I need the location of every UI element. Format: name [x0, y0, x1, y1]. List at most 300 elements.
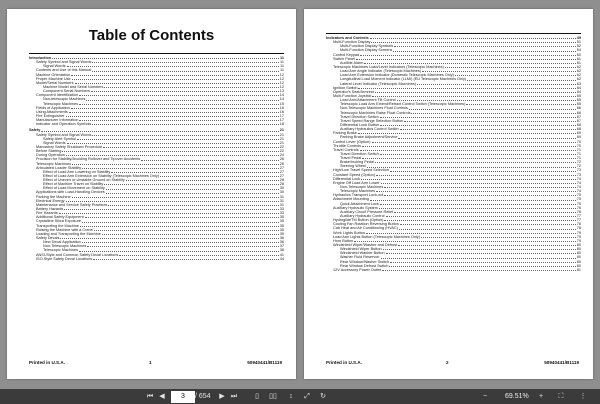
- toc-leader-dots: [381, 257, 576, 259]
- toc-entry-page: 33: [279, 211, 284, 216]
- toc-entry-title: High/Low Travel Speed Selection: [333, 168, 389, 173]
- toc-entry-title: Telescopic Machines: [43, 248, 79, 253]
- toc-entry-title: Cooling Fan Rotation Reversing Button: [333, 222, 399, 227]
- toc-leader-dots: [92, 123, 278, 125]
- toc-entry-title: Telescopic Load Arm Extend/Retract Control Switch (Telescopic Machines): [340, 102, 466, 107]
- toc-entry-page: 78: [576, 226, 581, 231]
- toc-leader-dots: [79, 103, 279, 105]
- toc-entry-page: 12: [279, 84, 284, 89]
- toc-leader-dots: [72, 163, 279, 165]
- toc-entry-page: 81: [576, 267, 581, 272]
- toc-entry-title: Telescopic Machines Load/Level Indicators (Telescopic Machines): [333, 64, 444, 69]
- toc-entry-page: 69: [576, 135, 581, 140]
- toc-entry-page: 72: [576, 160, 581, 165]
- page-title: Table of Contents: [88, 27, 215, 44]
- single-page-icon[interactable]: ▯: [255, 393, 259, 400]
- toc-entry-page: 65: [576, 93, 581, 98]
- toc-leader-dots: [382, 269, 576, 271]
- toc-entry-title: Hydraulics Transport Lock-out: [333, 193, 384, 198]
- toc-leader-dots: [367, 166, 576, 168]
- toc-entry-page: 21: [279, 140, 284, 145]
- toc-entry-page: 49: [576, 35, 581, 40]
- toc-entry-title: Parking Brake: [333, 131, 357, 136]
- toc-entry-page: 28: [279, 178, 284, 183]
- toc-entry-page: 41: [279, 252, 284, 257]
- toc-entry-page: 31: [279, 202, 284, 207]
- toc-entry-page: 18: [279, 122, 284, 127]
- toc-entry-title: Non-Telescopic Machines: [43, 244, 87, 249]
- toc-leader-dots: [126, 179, 279, 181]
- toc-leader-dots: [354, 240, 576, 242]
- toc-entry[interactable]: [326, 268, 581, 272]
- toc-entry-page: 11: [280, 60, 284, 65]
- toc-leader-dots: [400, 128, 576, 130]
- toc-leader-dots: [384, 194, 575, 196]
- toc-leader-dots: [358, 132, 576, 134]
- rotate-icon[interactable]: ↻: [320, 393, 326, 400]
- toc-entry-title: Fire Extinguisher: [36, 113, 65, 118]
- toc-leader-dots: [79, 250, 279, 252]
- fullscreen-icon[interactable]: ⛶: [558, 393, 564, 400]
- toc-entry[interactable]: [29, 122, 284, 126]
- toc-entry-page: 71: [576, 156, 581, 161]
- toc-leader-dots: [455, 74, 576, 76]
- toc-entry-title: Horn Button: [333, 238, 354, 243]
- toc-entry-title: Constant Speed (Option): [333, 172, 376, 177]
- toc-leader-dots: [383, 248, 576, 250]
- toc-entry-page: 37: [279, 244, 284, 249]
- toc-entry-page: 14: [279, 97, 284, 102]
- toc-leader-dots: [106, 192, 279, 194]
- toc-leader-dots: [66, 200, 279, 202]
- toc-entry-page: 76: [576, 205, 581, 210]
- toc-leader-dots: [384, 219, 575, 221]
- toc-leader-dots: [160, 175, 279, 177]
- toc-entry-page: 75: [576, 197, 581, 202]
- fit-icon[interactable]: ⤢: [304, 393, 310, 400]
- toc-entry-title: Non-telescopic Machines: [43, 97, 86, 102]
- toc-leader-dots: [362, 157, 576, 159]
- toc-entry-page: 12: [279, 72, 284, 77]
- toc-entry-page: 67: [576, 118, 581, 123]
- footer-doc-number: 50940441/B1119: [247, 360, 282, 365]
- toc-entry-page: 33: [279, 207, 284, 212]
- toc-entry-page: 38: [279, 248, 284, 253]
- toc-leader-dots: [71, 74, 279, 76]
- toc-entry-title: Telescopic Machines: [36, 161, 72, 166]
- toc-entry-page: 35: [279, 215, 284, 220]
- toc-leader-dots: [386, 252, 576, 254]
- toc-entry-page: 11: [280, 68, 284, 73]
- toc-leader-dots: [87, 245, 279, 247]
- toc-entry-title: Washer Fluid Reservoir: [340, 255, 380, 260]
- toc-leader-dots: [356, 58, 576, 60]
- toc-entry-title: Travel Direction Switch: [340, 114, 379, 119]
- toc-entry-page: 15: [279, 101, 284, 106]
- toc-leader-dots: [92, 70, 279, 72]
- toc-entry-title: New Decal Application: [43, 240, 81, 245]
- zoom-level[interactable]: 69.51%: [505, 393, 529, 400]
- toc-entry-title: Control Lever (Option): [333, 139, 371, 144]
- toc-leader-dots: [82, 221, 279, 223]
- toc-entry-page: 80: [576, 243, 581, 248]
- toc-entry-title: ANSI-Style and Common Safety Decal Locations: [36, 252, 119, 257]
- toc-entry-page: 22: [279, 144, 284, 149]
- toc-leader-dots: [66, 154, 279, 156]
- toc-entry-page: 68: [576, 122, 581, 127]
- toc-entry-page: 28: [279, 182, 284, 187]
- toc-leader-dots: [381, 182, 576, 184]
- toc-entry-title: Engine Off Load Arm Lower: [333, 180, 380, 185]
- toc-entry-title: Brake/Inching Pedal: [340, 160, 374, 165]
- toc-entry-title: Telescopic Machines: [340, 189, 376, 194]
- toc-leader-dots: [62, 150, 278, 152]
- toc-leader-dots: [91, 90, 279, 92]
- toc-entry-page: 75: [576, 193, 581, 198]
- toc-entry-title: Control Keypad: [333, 52, 360, 57]
- toc-entry-title: Rear Window Defrost Switch: [340, 263, 389, 268]
- toc-leader-dots: [389, 265, 575, 267]
- toc-entry-page: 36: [279, 236, 284, 241]
- last-page-icon[interactable]: ⏭: [230, 393, 238, 400]
- toc-entry-title: Multi-Function Joystick: [333, 93, 372, 98]
- toc-entry-page: 35: [279, 227, 284, 232]
- toc-entry-title: Auxiliary Hydraulic System: [333, 205, 378, 210]
- toc-entry-page: 74: [576, 176, 581, 181]
- toc-entry-title: Component Identification: [36, 93, 79, 98]
- toc-entry-page: 30: [279, 186, 284, 191]
- toc-entry-title: Maintenance and Service Safety Practices: [36, 202, 108, 207]
- toc-entry-page: 51: [576, 40, 581, 45]
- toc-entry-title: ISO-Style Safety Decal Locations: [36, 256, 93, 261]
- toc-leader-dots: [69, 111, 279, 113]
- prev-page-icon[interactable]: ◀: [159, 393, 165, 400]
- toc-leader-dots: [417, 83, 576, 85]
- toc-leader-dots: [466, 103, 575, 105]
- toc-entry-page: 65: [576, 102, 581, 107]
- toc-leader-dots: [421, 236, 576, 238]
- toc-entry-title: Electrical Energy: [36, 198, 65, 203]
- toc-leader-dots: [108, 204, 278, 206]
- toc-entry-title: Introduction: [29, 55, 52, 60]
- toc-leader-dots: [360, 149, 576, 151]
- page-number-input[interactable]: [171, 391, 195, 403]
- toc-leader-dots: [93, 258, 279, 260]
- toc-entry-title: Component Serial Numbers: [43, 89, 90, 94]
- toc-entry-title: Manufacturer Information: [36, 118, 79, 123]
- toc-entry-title: Attachment Mounting: [333, 197, 369, 202]
- toc-entry-page: 71: [576, 147, 581, 152]
- toc-entry-title: Proper Machine Use: [36, 76, 71, 81]
- toc-entry-title: Effect of Machine Travel on Stability: [43, 182, 104, 187]
- toc-entry-page: 13: [279, 89, 284, 94]
- toc-entry-page: 52: [576, 44, 581, 49]
- toc-entry-page: 64: [576, 85, 581, 90]
- toc-leader-dots: [398, 137, 575, 139]
- toc-entry-page: 66: [576, 106, 581, 111]
- toc-entry-page: 74: [576, 180, 581, 185]
- toc-leader-dots: [390, 261, 576, 263]
- toc-entry-title: Fire Hazards: [36, 211, 58, 216]
- toc-entry-page: 35: [279, 223, 284, 228]
- toc-entry-page: 27: [279, 173, 284, 178]
- toc-leader-dots: [371, 41, 575, 43]
- toc-leader-dots: [422, 70, 576, 72]
- toc-entry-title: Crystalline Silica Exposure: [36, 219, 81, 224]
- toc-leader-dots: [379, 207, 576, 209]
- toc-leader-dots: [94, 229, 279, 231]
- toc-entry-title: Indicators and Controls: [326, 35, 369, 40]
- toc-entry-title: Non-Telescopic Machines: [340, 185, 384, 190]
- toc-leader-dots: [376, 190, 576, 192]
- toc-entry-page: 36: [279, 240, 284, 245]
- toc-entry-page: 74: [576, 189, 581, 194]
- toc-leader-dots: [390, 170, 576, 172]
- toc-entry-title: Auxiliary Hydraulics Control Switch: [340, 127, 399, 132]
- toc-leader-dots: [375, 91, 576, 93]
- toc-entry-page: 12: [279, 80, 284, 85]
- toc-entry-title: Safety: [29, 128, 41, 133]
- toc-leader-dots: [399, 228, 576, 230]
- toc-entry-page: 72: [576, 164, 581, 169]
- toc-entry-page: 62: [576, 69, 581, 74]
- toc-entry-title: Operator's Seat/Armrest: [333, 89, 374, 94]
- footer-printed: Printed in U.S.A.: [326, 360, 362, 365]
- toc-entry-page: 27: [279, 169, 284, 174]
- toc-entry-title: Telescopic Machines: [43, 101, 79, 106]
- toc-entry-title: Rear Window/Washer Switch: [340, 259, 390, 264]
- toc-leader-dots: [41, 130, 278, 132]
- footer-page-number: 1: [149, 360, 152, 365]
- more-icon[interactable]: ⋮: [579, 393, 587, 400]
- toc-leader-dots: [67, 142, 279, 144]
- toc-entry-page: 11: [279, 55, 284, 60]
- toc-leader-dots: [111, 171, 279, 173]
- toc-leader-dots: [376, 174, 576, 176]
- toc-entry-title: Effect of Load Arm Extension on Stability (Telescopic Machines Only): [43, 173, 160, 178]
- toc-leader-dots: [103, 146, 278, 148]
- toc-entry-page: 17: [279, 113, 284, 118]
- toc-entry-page: 73: [576, 172, 581, 177]
- toc-entry-title: Steering Wheel: [340, 164, 366, 169]
- toc-entry-page: 80: [576, 259, 581, 264]
- toc-leader-dots: [393, 50, 575, 52]
- toc-leader-dots: [372, 141, 576, 143]
- toc-entry-page: 17: [279, 118, 284, 123]
- toc-entry-title: Indicator and Operation Symbols: [36, 122, 92, 127]
- toc-entry-title: Windshield Wiper/Washer and Defrost: [333, 243, 398, 248]
- toc-leader-dots: [364, 62, 575, 64]
- toc-entry-page: 22: [279, 149, 284, 154]
- toc-entry-page: 64: [576, 89, 581, 94]
- toc-entry-page: 62: [576, 64, 581, 69]
- toc-leader-dots: [372, 95, 575, 97]
- toc-entry-title: Applications with Load-Handling Devices: [36, 190, 105, 195]
- toc-entry-title: Mandatory Safety Shutdown Procedure: [36, 144, 103, 149]
- toc-entry-page: 61: [576, 56, 581, 61]
- scroll-icon[interactable]: ↕: [289, 393, 293, 400]
- toc-leader-dots: [77, 138, 279, 140]
- toc-leader-dots: [67, 65, 280, 67]
- toc-entry-title: Fields of Application: [36, 105, 70, 110]
- toc-entry-page: 16: [279, 109, 284, 114]
- toc-entry-title: Loading and Transporting the Machine: [36, 231, 101, 236]
- total-pages: / 654: [195, 393, 211, 400]
- page-1: [7, 9, 296, 379]
- toc-entry-page: 77: [576, 218, 581, 223]
- toc-leader-dots: [445, 66, 576, 68]
- toc-entry-page: 11: [280, 64, 284, 69]
- toc-entry-title: Travel Pedal: [340, 156, 362, 161]
- toc-entry-page: 80: [576, 255, 581, 260]
- toc-entry-title: Raising the Machine with a Crane: [36, 227, 93, 232]
- toc-entry-title: Machine Model and Serial Numbers: [43, 84, 104, 89]
- toc-entry-title: Load Arm Extension Indicator (Domestic Telescopic Machines Only): [340, 73, 454, 78]
- toc-leader-dots: [92, 61, 279, 63]
- toc-leader-dots: [398, 244, 576, 246]
- toc-entry[interactable]: [29, 257, 284, 261]
- toc-leader-dots: [380, 116, 576, 118]
- toc-leader-dots: [360, 54, 576, 56]
- toc-leader-dots: [72, 78, 279, 80]
- toc-entry-title: Switch Panel: [333, 56, 355, 61]
- toc-leader-dots: [60, 237, 278, 239]
- zoom-out-icon[interactable]: −: [482, 393, 488, 400]
- toc-leader-dots: [366, 232, 576, 234]
- toc-leader-dots: [370, 199, 576, 201]
- toc-entry-title: Articulated Loader Stability: [36, 165, 82, 170]
- toc-entry-page: 70: [576, 139, 581, 144]
- toc-entry-title: Signal Words: [43, 64, 66, 69]
- toc-entry-page: 30: [279, 190, 284, 195]
- toc-entry-title: Cab Heat and Air Conditioning (HVAC): [333, 226, 398, 231]
- toc-entry-title: Using Attachments: [36, 109, 68, 114]
- toc-entry-title: Longitudinal Load Moment Indicator (LLMI) (EU Telescopic Machines Only): [340, 77, 467, 82]
- toc-leader-dots: [79, 119, 278, 121]
- next-page-icon[interactable]: ▶: [219, 393, 225, 400]
- toc-leader-dots: [384, 186, 576, 188]
- toc-leader-dots: [86, 99, 278, 101]
- toc-entry-title: Load Arm/Attachment Tilt Control: [340, 98, 396, 103]
- toc-leader-dots: [404, 120, 575, 122]
- toc-leader-dots: [362, 145, 576, 147]
- toc-leader-dots: [85, 216, 279, 218]
- toc-entry-title: Telescopic Machines Raise Float Controls: [340, 110, 411, 115]
- toc-entry-page: 54: [576, 48, 581, 53]
- toc-entry-title: Battery Hazards: [36, 207, 64, 212]
- toc-leader-dots: [59, 212, 279, 214]
- toc-entry-page: 65: [576, 98, 581, 103]
- toc-entry-title: Machine Orientation: [36, 72, 70, 77]
- toc-leader-dots: [79, 94, 279, 96]
- toc-leader-dots: [375, 161, 576, 163]
- toc-entry-title: Provision for Stability/Avoiding Rollover and Tipover Accidents: [36, 157, 141, 162]
- toc-entry-page: 21: [279, 136, 284, 141]
- toc-leader-dots: [66, 115, 279, 117]
- toc-entry-title: HydroglideTM Button (Option): [333, 218, 384, 223]
- toc-entry-title: Travel Direction Switch: [340, 151, 379, 156]
- toc-entry-page: 68: [576, 127, 581, 132]
- toc-entry-page: 31: [279, 198, 284, 203]
- toc-entry-title: Safety Decals: [36, 236, 60, 241]
- toc-entry-page: 44: [279, 256, 284, 261]
- toc-entry-page: 26: [279, 157, 284, 162]
- toc-entry-title: Effect of Load Movement on Stability: [43, 186, 105, 191]
- toc-leader-dots: [104, 183, 278, 185]
- toc-entry-page: 61: [576, 60, 581, 65]
- toc-entry-title: Contents and Use of this Manual: [36, 68, 92, 73]
- toc-leader-dots: [102, 233, 279, 235]
- toc-leader-dots: [106, 188, 279, 190]
- toc-entry-title: Multi-Function Display Symbols: [340, 44, 393, 49]
- toc-entry-title: Ignition Switch: [333, 85, 358, 90]
- viewer-toolbar: [0, 389, 600, 404]
- top-rule: [326, 33, 581, 34]
- toc-leader-dots: [380, 124, 576, 126]
- toc-entry-page: 21: [279, 128, 284, 133]
- toc-entry-page: 66: [576, 110, 581, 115]
- toc-entry-page: 69: [576, 131, 581, 136]
- toc-entry-page: 80: [576, 263, 581, 268]
- toc-entry-title: Effect of Uneven or Unstable Ground on Stability: [43, 178, 125, 183]
- toc-entry-page: 79: [576, 238, 581, 243]
- toc-entry-page: 77: [576, 214, 581, 219]
- toc-leader-dots: [397, 99, 576, 101]
- toc-entry-page: 62: [576, 73, 581, 78]
- toc-leader-dots: [92, 134, 278, 136]
- toc-entry-page: 73: [576, 168, 581, 173]
- toc-entry-title: Throttle Controls: [333, 143, 362, 148]
- toc-leader-dots: [82, 167, 279, 169]
- toc-entry-title: Parking Brake Adjustment/Service: [340, 135, 398, 140]
- toc-entry-page: 80: [576, 247, 581, 252]
- toc-entry-title: Windshield Wiper Button: [340, 247, 382, 252]
- toc-entry-title: Multi-Function Display: [333, 40, 371, 45]
- first-page-icon[interactable]: ⏮: [146, 393, 154, 400]
- zoom-in-icon[interactable]: +: [538, 393, 544, 400]
- toc-entry-page: 70: [576, 143, 581, 148]
- toc-entry-title: Safety Symbol and Signal Words: [36, 132, 92, 137]
- toc-entry-title: Audible Alarm: [340, 60, 364, 65]
- toc-entry-title: Auxiliary Hydraulic Control: [340, 214, 385, 219]
- toc-entry-title: Multi-Function Display Screens: [340, 48, 393, 53]
- toc-entry-title: 12V Accessory Power Outlet: [333, 267, 382, 272]
- toc-entry-title: Model/Serial Numbers: [36, 80, 74, 85]
- title-rule: [29, 53, 284, 54]
- toc-entry-page: 14: [279, 93, 284, 98]
- toc-entry-title: Auxiliary Circuit Pressure Relief: [340, 209, 394, 214]
- toc-entry-title: Work Lights Button: [333, 230, 366, 235]
- footer-printed: Printed in U.S.A.: [29, 360, 65, 365]
- toc-leader-dots: [386, 215, 576, 217]
- toc-leader-dots: [119, 254, 278, 256]
- two-page-icon[interactable]: ▯▯: [269, 393, 277, 400]
- toc-entry-title: Effect of Load Arm Lowering on Stability: [43, 169, 111, 174]
- toc-entry-title: Parking the Machine: [36, 194, 71, 199]
- toc-entry-title: Travel Speed Range Selection Button: [340, 118, 404, 123]
- toc-leader-dots: [64, 208, 279, 210]
- footer-page-number: 2: [446, 360, 449, 365]
- toc-entry-page: 74: [576, 185, 581, 190]
- toc-entry-page: 35: [279, 231, 284, 236]
- toc-entry-title: Load Arm Lights Button (Telescopic Machines Only): [333, 234, 420, 239]
- footer-doc-number: 50940441/B1119: [544, 360, 579, 365]
- toc-entry-title: Lateral Level Indicator (Telescopic Machines): [340, 81, 416, 86]
- toc-entry-title: Travel Controls: [333, 147, 359, 152]
- toc-leader-dots: [141, 159, 279, 161]
- toc-entry-page: 35: [279, 219, 284, 224]
- toc-leader-dots: [80, 225, 279, 227]
